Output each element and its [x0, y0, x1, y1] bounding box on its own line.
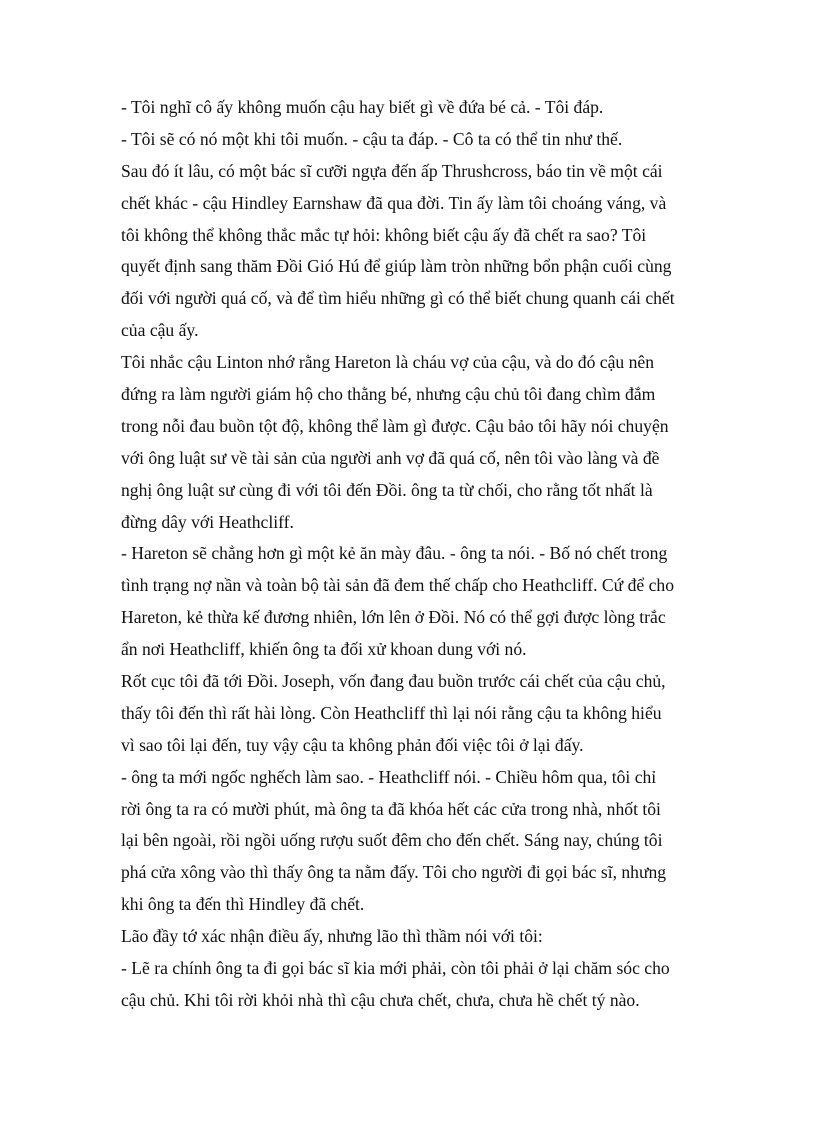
text-line: chết khác - cậu Hindley Earnshaw đã qua đời. Tin ấy làm tôi choáng váng, và	[121, 192, 667, 213]
text-line: thấy tôi đến thì rất hài lòng. Còn Heathcliff thì lại nói rằng cậu ta không hiểu	[121, 702, 662, 723]
text-line: tôi không thể không thắc mắc tự hỏi: không biết cậu ấy đã chết ra sao? Tôi	[121, 224, 647, 245]
text-line: tình trạng nợ nần và toàn bộ tài sản đã đem thế chấp cho Heathcliff. Cứ để cho	[121, 575, 675, 596]
text-line: - Tôi nghĩ cô ấy không muốn cậu hay biết gì về đứa bé cả. - Tôi đáp.	[121, 97, 604, 117]
text-line: đừng dây với Heathcliff.	[121, 511, 294, 532]
text-line: đối với người quá cố, và để tìm hiểu những gì có thể biết chung quanh cái chết	[121, 288, 675, 309]
text-line: Sau đó ít lâu, có một bác sĩ cưỡi ngựa đến ấp Thrushcross, báo tin về một cái	[121, 160, 663, 181]
text-line: với ông luật sư về tài sản của người anh vợ đã quá cố, nên tôi vào làng và đề	[121, 447, 660, 468]
text-line: đứng ra làm người giám hộ cho thằng bé, nhưng cậu chủ tôi đang chìm đắm	[121, 384, 656, 405]
text-line: - ông ta mới ngốc nghếch làm sao. - Heathcliff nói. - Chiều hôm qua, tôi chỉ	[121, 766, 657, 787]
text-line: Lão đầy tớ xác nhận điều ấy, nhưng lão thì thầm nói với tôi:	[121, 926, 543, 947]
text-line: Tôi nhắc cậu Linton nhớ rằng Hareton là cháu vợ của cậu, và do đó cậu nên	[121, 352, 655, 373]
text-line: cậu chủ. Khi tôi rời khỏi nhà thì cậu chưa chết, chưa, chưa hề chết tý nào.	[121, 989, 640, 1010]
text-line: quyết định sang thăm Đồi Gió Hú để giúp làm tròn những bổn phận cuối cùng	[121, 256, 672, 277]
text-line: - Tôi sẽ có nó một khi tôi muốn. - cậu ta đáp. - Cô ta có thể tin như thế.	[121, 128, 623, 149]
text-line: khi ông ta đến thì Hindley đã chết.	[121, 894, 365, 915]
text-line: Hareton, kẻ thừa kế đương nhiên, lớn lên ở Đồi. Nó có thể gợi được lòng trắc	[121, 607, 666, 628]
text-line: trong nỗi đau buồn tột độ, không thể làm gì được. Cậu bảo tôi hãy nói chuyện	[121, 415, 669, 436]
text-line: - Hareton sẽ chẳng hơn gì một kẻ ăn mày đâu. - ông ta nói. - Bố nó chết trong	[121, 543, 668, 564]
text-line: Rốt cục tôi đã tới Đồi. Joseph, vốn đang đau buồn trước cái chết của cậu chủ,	[121, 671, 666, 692]
text-line: - Lẽ ra chính ông ta đi gọi bác sĩ kia mới phải, còn tôi phải ở lại chăm sóc cho	[121, 958, 670, 979]
text-line: lại bên ngoài, rồi ngồi uống rượu suốt đêm cho đến chết. Sáng nay, chúng tôi	[121, 830, 663, 851]
text-line: rời ông ta ra có mười phút, mà ông ta đã khóa hết các cửa trong nhà, nhốt tôi	[121, 798, 661, 819]
text-line: ẩn nơi Heathcliff, khiến ông ta đối xử khoan dung với nó.	[121, 639, 527, 660]
text-line: vì sao tôi lại đến, tuy vậy cậu ta không phản đối việc tôi ở lại đấy.	[121, 734, 584, 755]
text-line: phá cửa xông vào thì thấy ông ta nằm đấy. Tôi cho người đi gọi bác sĩ, nhưng	[121, 862, 667, 883]
text-line: nghị ông luật sư cùng đi với tôi đến Đồi. ông ta từ chối, cho rằng tốt nhất là	[121, 479, 653, 500]
body-text	[121, 92, 721, 1017]
text-line: của cậu ấy.	[121, 320, 199, 341]
